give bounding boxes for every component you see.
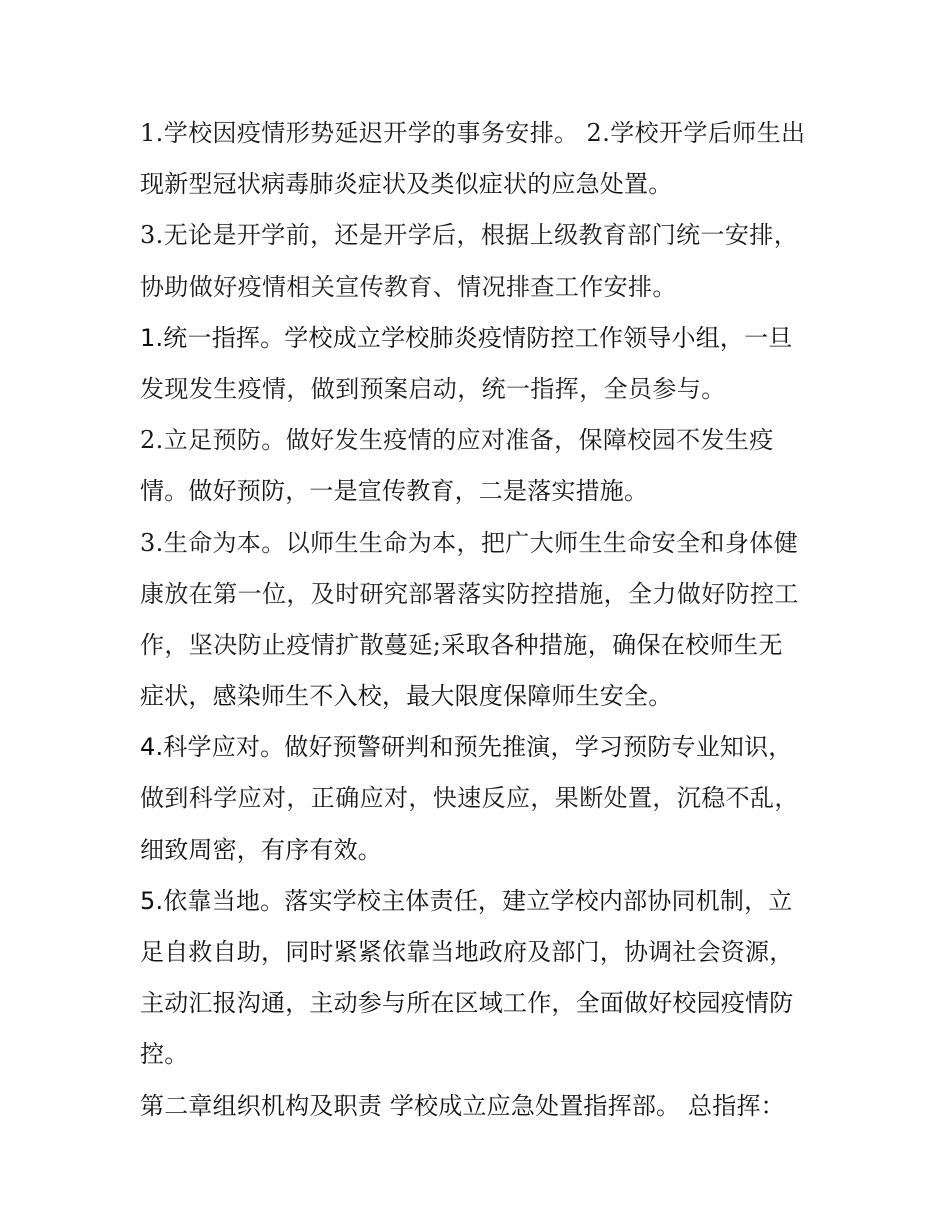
text-line: 足自救自助，同时紧紧依靠当地政府及部门，协调社会资源， [140,938,794,966]
text-line: 控。 [140,1040,189,1069]
text-line: 3.生命为本。以师生生命为本，把广大师生生命安全和身体健 [140,528,799,557]
text-line: 第二章组织机构及职责 学校成立应急处置指挥部。 总指挥： [140,1091,785,1120]
text-line: 1.统一指挥。学校成立学校肺炎疫情防控工作领导小组，一旦 [140,323,793,352]
text-segment: 采取各种措施，确保在校师生无 [441,630,783,659]
text-line: 主动汇报沟通，主动参与所在区域工作，全面做好校园疫情防 [140,989,794,1018]
text-line: 协助做好疫情相关宣传教育、情况排查工作安排。 [140,272,677,301]
text-line: 3.无论是开学前，还是开学后，根据上级教育部门统一安排， [140,221,799,250]
text-segment: 作，坚决防止疫情扩散蔓延; [140,630,442,659]
text-line: 症状，感染师生不入校，最大限度保障师生安全。 [140,682,673,711]
text-line: 2.立足预防。做好发生疫情的应对准备，保障校园不发生疫 [140,426,774,455]
text-line: 康放在第一位，及时研究部署落实防控措施，全力做好防控工 [140,579,799,608]
document-body [140,108,820,1132]
text-line: 做到科学应对，正确应对，快速反应，果断处置，沉稳不乱， [140,784,799,813]
text-line: 5.依靠当地。落实学校主体责任，建立学校内部协同机制，立 [140,886,793,915]
text-line-mixed [140,620,820,671]
text-line: 发现发生疫情，做到预案启动，统一指挥，全员参与。 [140,374,726,403]
text-line: 细致周密，有序有效。 [140,835,382,864]
text-line: 现新型冠状病毒肺炎症状及类似症状的应急处置。 [140,170,673,199]
text-line: 情。做好预防，一是宣传教育，二是落实措施。 [140,477,649,506]
text-line: 4.科学应对。做好预警研判和预先推演，学习预防专业知识， [140,733,793,762]
text-line: 1.学校因疫情形势延迟开学的事务安排。 2.学校开学后师生出 [140,119,806,147]
